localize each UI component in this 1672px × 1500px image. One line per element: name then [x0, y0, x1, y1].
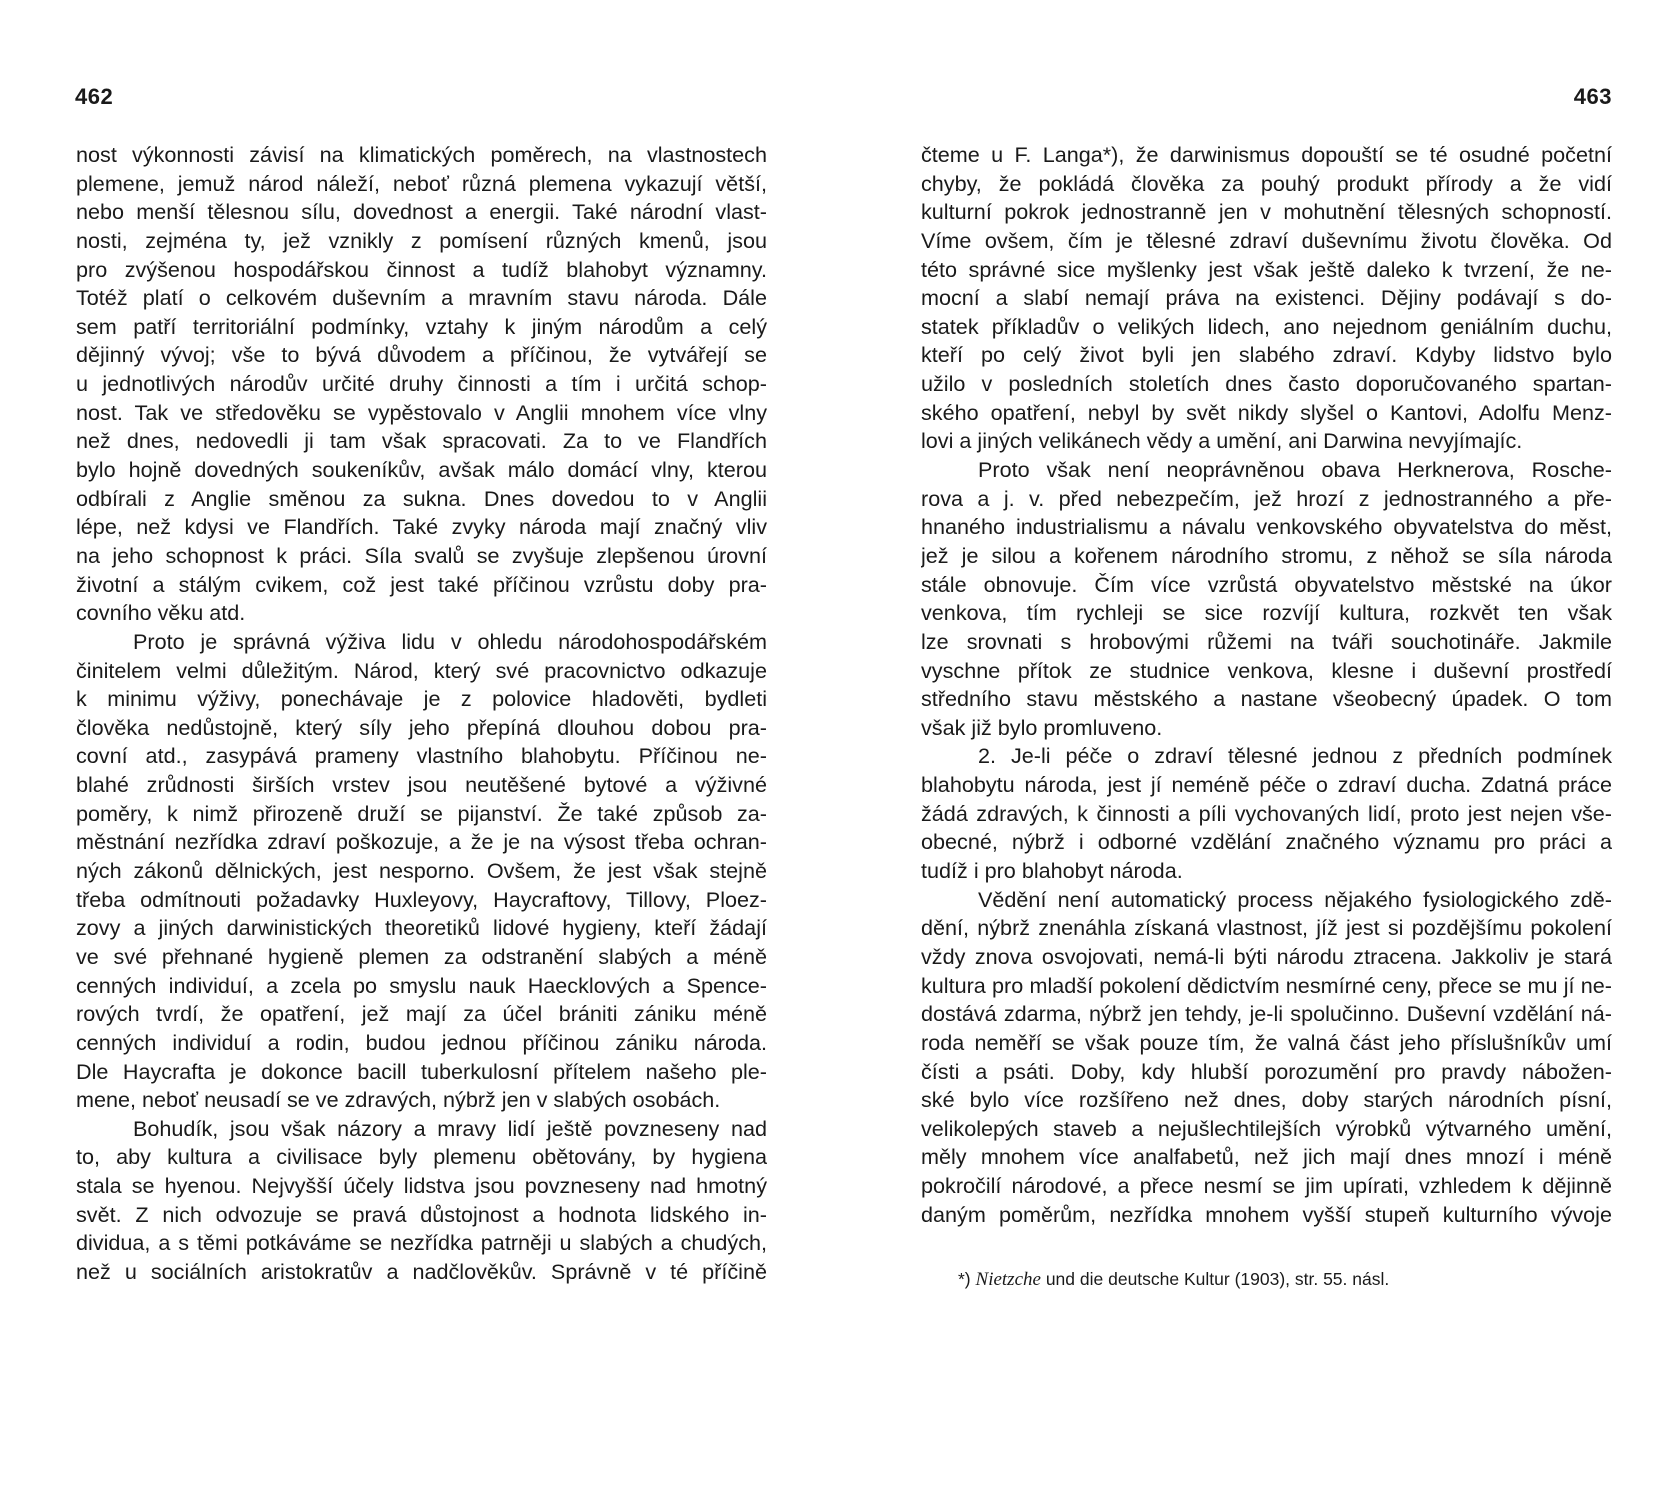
text-line: dostává zdarma, nýbrž jen tehdy, je-li spolučinno. Duševní vzdělání ná-	[921, 1001, 1612, 1027]
text-line: rových tvrdí, že opatření, jež mají za účel brániti zániku méně	[76, 1001, 767, 1027]
text-line: lze srovnati s hrobovými růžemi na tváři souchotináře. Jakmile	[921, 628, 1612, 654]
text-line: čísti a psáti. Doby, kdy hlubší porozumění pro pravdy nábožen-	[921, 1058, 1612, 1084]
page-number: 463	[1573, 84, 1612, 109]
text-line: Totéž platí o celkovém duševním a mravním stavu národa. Dále	[76, 285, 767, 311]
text-line: Víme ovšem, čím je tělesné zdraví duševnímu životu člověka. Od	[921, 227, 1612, 253]
text-line: statek příkladův o velikých lidech, ano nejednom geniálním duchu,	[921, 313, 1612, 339]
text-line: Bohudík, jsou však názory a mravy lidí ještě povzneseny nad	[133, 1115, 767, 1141]
text-line: měly mnohem více analfabetů, než jich mají dnes mnozí i méně	[921, 1144, 1612, 1170]
text-line: lovi a jiných velikánech vědy a umění, ani Darwina nevyjímajíc.	[921, 428, 1523, 454]
text-line: odbírali z Anglie směnou za sukna. Dnes dovedou to v Anglii	[76, 485, 767, 511]
text-line: covní atd., zasypává prameny vlastního blahobytu. Příčinou ne-	[76, 743, 767, 769]
text-line: u jednotlivých národův určité druhy činnosti a tím i určitá schop-	[76, 371, 767, 397]
text-line: nosti, zejména ty, jež vznikly z pomísení různých kmenů, jsou	[76, 227, 767, 253]
text-line: užilo v posledních stoletích dnes často doporučovaného spartan-	[921, 371, 1612, 397]
text-line: nost výkonnosti závisí na klimatických poměrech, na vlastnostech	[76, 142, 767, 167]
text-line: dividua, a s těmi potkáváme se nezřídka patrněji u slabých a chudých,	[76, 1230, 767, 1256]
text-line: mene, neboť neusadí se ve zdravých, nýbrž jen v slabých osobách.	[76, 1087, 721, 1113]
text-line: cenných individuí a rodin, budou jednou příčinou zániku národa.	[76, 1029, 767, 1055]
footnote	[958, 1268, 1389, 1291]
text-line: třeba odmítnouti požadavky Huxleyovy, Haycraftovy, Tillovy, Ploez-	[76, 886, 767, 912]
page-body-text	[921, 141, 1612, 1229]
text-line: této správné sice myšlenky jest však ještě daleko k tvrzení, že ne-	[921, 256, 1612, 282]
text-line: blahobytu národa, jest jí neméně péče o zdraví ducha. Zdatná práce	[921, 772, 1612, 798]
text-line: covního věku atd.	[76, 600, 246, 626]
text-line: na jeho schopnost k práci. Síla svalů se zvyšuje zlepšenou úrovní	[76, 542, 767, 568]
text-line: ných zákonů dělnických, jest nesporno. Ovšem, že jest však stejně	[76, 858, 767, 884]
text-line: než u sociálních aristokratův a nadčlověkův. Správně v té příčině	[76, 1258, 767, 1284]
text-line: dějinný vývoj; vše to bývá důvodem a příčinou, že vytvářejí se	[76, 342, 767, 368]
text-line: nebo menší tělesnou sílu, dovednost a energii. Také národní vlast-	[76, 199, 767, 225]
text-line: bylo hojně dovedných soukeníkův, avšak málo domácí vlny, kterou	[76, 457, 767, 483]
text-line: čteme u F. Langa*), že darwinismus dopouští se té osudné početní	[921, 142, 1612, 167]
text-line: chyby, že pokládá člověka za pouhý produkt přírody a že vidí	[921, 170, 1612, 196]
text-line: životní a stálým cvikem, což jest také příčinou vzrůstu doby pra-	[76, 571, 767, 597]
text-line: jež je silou a kořenem národního stromu, z něhož se síla národa	[921, 542, 1612, 568]
text-line: Dle Haycrafta je dokonce bacill tuberkulosní přítelem našeho ple-	[76, 1058, 767, 1084]
text-line: poměry, k nimž přirozeně druží se pijanství. Že také způsob za-	[76, 800, 767, 826]
text-line: činitelem velmi důležitým. Národ, který své pracovnictvo odkazuje	[76, 657, 767, 683]
footnote-text: und die deutsche Kultur (1903), str. 55. násl.	[1045, 1269, 1390, 1289]
text-line: k minimu výživy, ponechávaje je z polovice hladověti, bydleti	[76, 686, 767, 712]
text-line: vyschne přítok ze studnice venkova, klesne i duševní prostředí	[921, 657, 1612, 683]
text-line: stále obnovuje. Čím více vzrůstá obyvatelstvo městské na úkor	[921, 571, 1612, 597]
text-line: městnání nezřídka zdraví poškozuje, a že je na výsost třeba ochran-	[76, 829, 767, 855]
text-line: pokročilí národové, a přece nesmí se jim upírati, vzhledem k dějinně	[921, 1173, 1612, 1199]
text-line: žádá zdravých, k činnosti a píli vychovaných lidí, proto jest nejen vše-	[921, 800, 1612, 826]
page-number: 462	[75, 84, 114, 109]
text-line: blahé zrůdnosti širších vrstev jsou neutěšené bytové a výživné	[76, 772, 767, 798]
text-line: dění, nýbrž znenáhla získaná vlastnost, jíž jest si pozdějšímu pokolení	[921, 915, 1612, 941]
text-line: venkova, tím rychleji se sice rozvíjí kultura, rozkvět ten však	[921, 600, 1612, 626]
text-line: středního stavu městského a nastane všeobecný úpadek. O tom	[921, 686, 1612, 712]
text-line: tudíž i pro blahobyt národa.	[921, 858, 1183, 884]
footnote-title: Nietzche	[975, 1269, 1041, 1290]
text-line: kteří po celý život byli jen slabého zdraví. Kdyby lidstvo bylo	[921, 342, 1612, 368]
text-line: rova a j. v. před nebezpečím, jež hrozí z jednostranného a pře-	[921, 485, 1612, 511]
text-line: kulturní pokrok jednostranně jen v mohutnění tělesných schopností.	[921, 199, 1612, 225]
text-line: daným poměrům, nezřídka mnohem vyšší stupeň kulturního vývoje	[921, 1201, 1612, 1227]
text-line: však již bylo promluveno.	[921, 714, 1163, 740]
text-line: hnaného industrialismu a návalu venkovského obyvatelstva do měst,	[921, 514, 1612, 540]
text-line: pro zvýšenou hospodářskou činnost a tudíž blahobyt významny.	[76, 256, 767, 282]
text-line: svět. Z nich odvozuje se pravá důstojnost a hodnota lidského in-	[76, 1201, 767, 1227]
text-line: plemene, jemuž národ náleží, neboť různá plemena vykazují větší,	[76, 170, 767, 196]
text-line: to, aby kultura a civilisace byly plemenu obětovány, by hygiena	[76, 1144, 767, 1170]
text-line: Vědění není automatický process nějakého fysiologického zdě-	[978, 886, 1612, 912]
text-line: ského opatření, nebyl by svět nikdy slyšel o Kantovi, Adolfu Menz-	[921, 399, 1612, 425]
right-page	[836, 0, 1672, 1500]
text-line: kultura pro mladší pokolení dědictvím nesmírné ceny, přece se mu jí ne-	[921, 972, 1612, 998]
text-line: vždy znova osvojovati, nemá-li býti národu ztracena. Jakkoliv je stará	[921, 943, 1612, 969]
text-line: mocní a slabí nemají práva na existenci. Dějiny podávají s do-	[921, 285, 1612, 311]
text-line: nost. Tak ve středověku se vypěstovalo v Anglii mnohem více vlny	[76, 399, 767, 425]
text-line: obecné, nýbrž i odborné vzdělání značného významu pro práci a	[921, 829, 1612, 855]
text-line: než dnes, nedovedli ji tam však spracovati. Za to ve Flandřích	[76, 428, 767, 454]
footnote-marker: *)	[958, 1269, 971, 1289]
text-line: sem patří territoriální podmínky, vztahy k jiným národům a celý	[76, 313, 767, 339]
text-line: Proto je správná výživa lidu v ohledu národohospodářském	[133, 628, 767, 654]
page-body-text	[76, 141, 767, 1287]
text-line: Proto však není neoprávněnou obava Herknerova, Rosche-	[978, 457, 1612, 483]
text-line: ve své přehnané hygieně plemen za odstranění slabých a méně	[76, 943, 767, 969]
text-line: lépe, než kdysi ve Flandřích. Také zvyky národa mají značný vliv	[76, 514, 767, 540]
text-line: stala se hyenou. Nejvyšší účely lidstva jsou povzneseny nad hmotný	[76, 1173, 767, 1199]
text-line: zovy a jiných darwinistických theoretiků lidové hygieny, kteří žádají	[76, 915, 767, 941]
text-line: 2. Je-li péče o zdraví tělesné jednou z předních podmínek	[978, 743, 1612, 769]
text-line: velikolepých staveb a nejušlechtilejších výrobků výtvarného umění,	[921, 1115, 1612, 1141]
text-line: cenných individuí, a zcela po smyslu nauk Haecklových a Spence-	[76, 972, 767, 998]
text-line: roda neměří se však pouze tím, že valná část jeho příslušníkův umí	[921, 1029, 1612, 1055]
text-line: ské bylo více rozšířeno než dnes, doby starých národních písní,	[921, 1087, 1612, 1113]
text-line: člověka nedůstojně, který síly jeho přepíná dlouhou dobou pra-	[76, 714, 767, 740]
